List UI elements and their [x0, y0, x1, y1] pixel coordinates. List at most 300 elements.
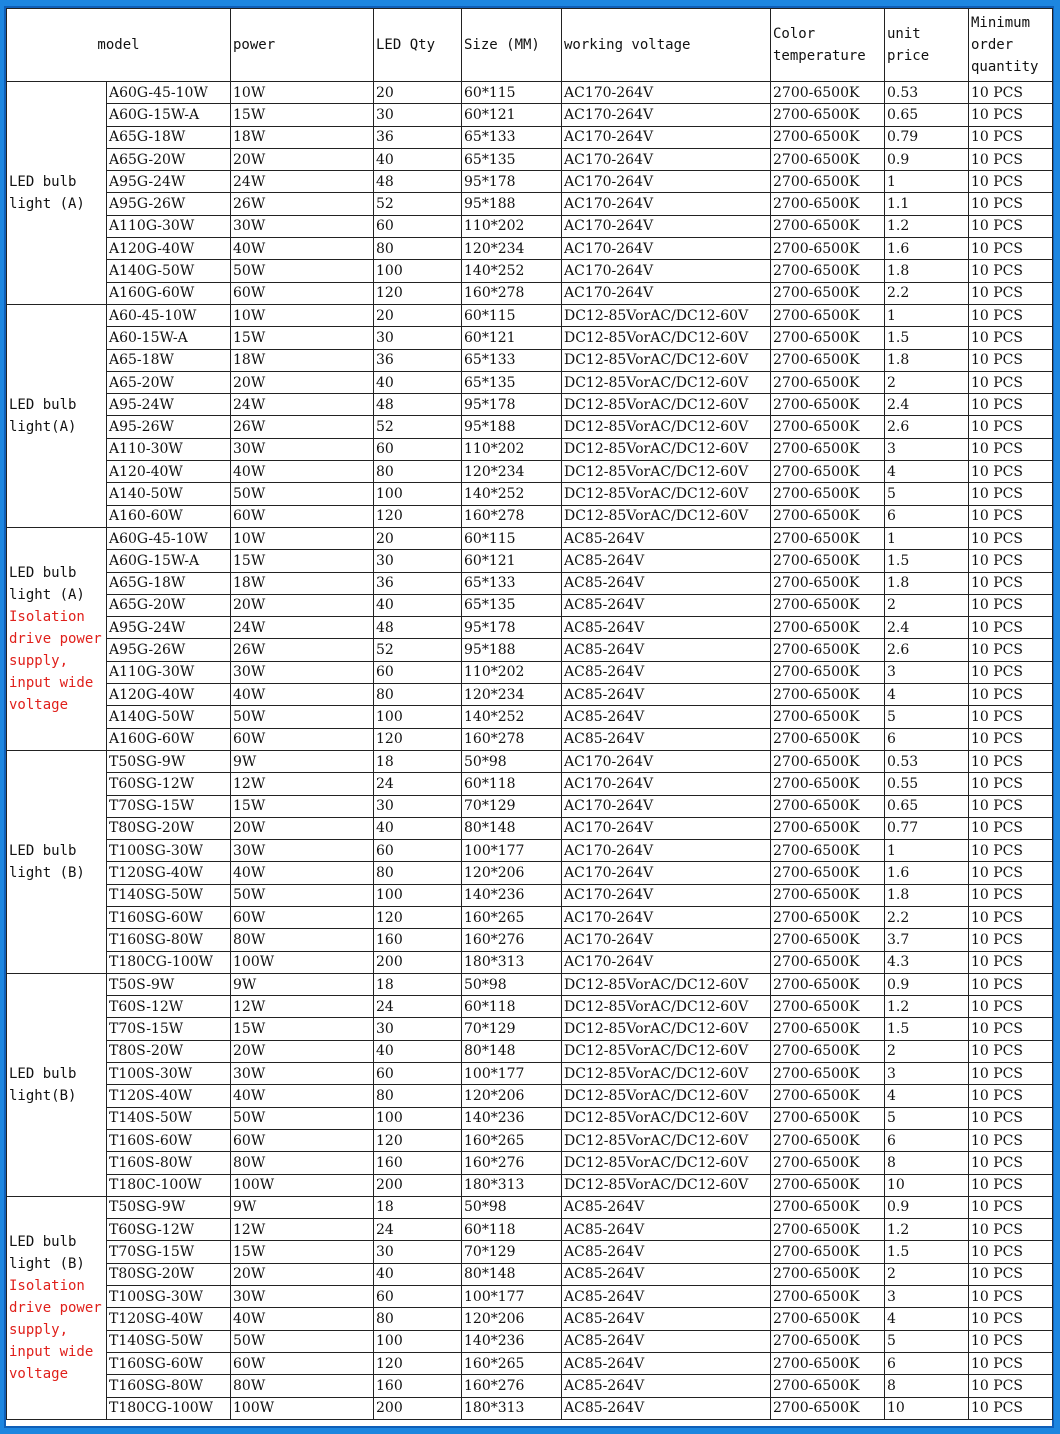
unit-price-cell: 1.5 — [885, 1018, 969, 1040]
size-cell: 60*118 — [462, 1219, 562, 1241]
moq-cell: 10 PCS — [969, 906, 1053, 928]
led-qty-cell: 120 — [374, 728, 462, 750]
moq-cell: 10 PCS — [969, 505, 1053, 527]
color-temperature-cell: 2700-6500K — [771, 929, 885, 951]
unit-price-cell: 8 — [885, 1375, 969, 1397]
model-cell: A95-24W — [107, 394, 231, 416]
color-temperature-cell: 2700-6500K — [771, 1152, 885, 1174]
model-cell: A60G-15W-A — [107, 550, 231, 572]
color-temperature-cell: 2700-6500K — [771, 349, 885, 371]
group-label — [7, 750, 107, 973]
model-cell: T180C-100W — [107, 1174, 231, 1196]
size-cell: 60*115 — [462, 82, 562, 104]
model-cell: T80SG-20W — [107, 817, 231, 839]
moq-cell: 10 PCS — [969, 171, 1053, 193]
unit-price-cell: 1.8 — [885, 884, 969, 906]
led-qty-cell: 80 — [374, 461, 462, 483]
header-model: model — [7, 9, 231, 82]
voltage-cell: DC12-85VorAC/DC12-60V — [562, 1129, 771, 1151]
voltage-cell: DC12-85VorAC/DC12-60V — [562, 1085, 771, 1107]
voltage-cell: DC12-85VorAC/DC12-60V — [562, 483, 771, 505]
model-cell: T160S-80W — [107, 1152, 231, 1174]
table-row — [7, 171, 1053, 193]
size-cell: 100*177 — [462, 840, 562, 862]
color-temperature-cell: 2700-6500K — [771, 862, 885, 884]
table-row — [7, 728, 1053, 750]
voltage-cell: AC85-264V — [562, 661, 771, 683]
voltage-cell: AC85-264V — [562, 1241, 771, 1263]
unit-price-cell: 1.2 — [885, 996, 969, 1018]
power-cell: 30W — [231, 438, 374, 460]
led-qty-cell: 80 — [374, 1308, 462, 1330]
color-temperature-cell: 2700-6500K — [771, 282, 885, 304]
moq-cell: 10 PCS — [969, 461, 1053, 483]
power-cell: 100W — [231, 1174, 374, 1196]
size-cell: 110*202 — [462, 661, 562, 683]
power-cell: 18W — [231, 349, 374, 371]
power-cell: 60W — [231, 505, 374, 527]
color-temperature-cell: 2700-6500K — [771, 1129, 885, 1151]
power-cell: 80W — [231, 1375, 374, 1397]
unit-price-cell: 0.9 — [885, 973, 969, 995]
size-cell: 160*265 — [462, 1129, 562, 1151]
power-cell: 40W — [231, 1085, 374, 1107]
voltage-cell: DC12-85VorAC/DC12-60V — [562, 1063, 771, 1085]
voltage-cell: DC12-85VorAC/DC12-60V — [562, 438, 771, 460]
unit-price-cell: 1.5 — [885, 1241, 969, 1263]
voltage-cell: AC85-264V — [562, 550, 771, 572]
size-cell: 50*98 — [462, 750, 562, 772]
led-qty-cell: 60 — [374, 438, 462, 460]
led-qty-cell: 40 — [374, 817, 462, 839]
table-row — [7, 594, 1053, 616]
table-row — [7, 104, 1053, 126]
color-temperature-cell: 2700-6500K — [771, 82, 885, 104]
group-label — [7, 973, 107, 1196]
voltage-cell: DC12-85VorAC/DC12-60V — [562, 505, 771, 527]
color-temperature-cell: 2700-6500K — [771, 1040, 885, 1062]
led-qty-cell: 200 — [374, 1397, 462, 1419]
size-cell: 120*206 — [462, 862, 562, 884]
color-temperature-cell: 2700-6500K — [771, 260, 885, 282]
table-row — [7, 996, 1053, 1018]
moq-cell: 10 PCS — [969, 104, 1053, 126]
size-cell: 160*265 — [462, 1352, 562, 1374]
size-cell: 180*313 — [462, 1174, 562, 1196]
moq-cell: 10 PCS — [969, 527, 1053, 549]
unit-price-cell: 4 — [885, 684, 969, 706]
voltage-cell: DC12-85VorAC/DC12-60V — [562, 416, 771, 438]
size-cell: 60*118 — [462, 996, 562, 1018]
table-row — [7, 884, 1053, 906]
table-row — [7, 817, 1053, 839]
model-cell: A60G-45-10W — [107, 527, 231, 549]
size-cell: 140*252 — [462, 706, 562, 728]
moq-cell: 10 PCS — [969, 594, 1053, 616]
header-color-temperature: Color temperature — [771, 9, 885, 82]
unit-price-cell: 1.2 — [885, 1219, 969, 1241]
moq-cell: 10 PCS — [969, 1107, 1053, 1129]
led-qty-cell: 30 — [374, 327, 462, 349]
table-row — [7, 929, 1053, 951]
voltage-cell: DC12-85VorAC/DC12-60V — [562, 327, 771, 349]
size-cell: 100*177 — [462, 1286, 562, 1308]
unit-price-cell: 3 — [885, 438, 969, 460]
unit-price-cell: 2 — [885, 371, 969, 393]
table-row — [7, 840, 1053, 862]
model-cell: T120SG-40W — [107, 1308, 231, 1330]
moq-cell: 10 PCS — [969, 394, 1053, 416]
unit-price-cell: 1.8 — [885, 572, 969, 594]
size-cell: 50*98 — [462, 1196, 562, 1218]
model-cell: T70SG-15W — [107, 1241, 231, 1263]
model-cell: A60G-45-10W — [107, 82, 231, 104]
unit-price-cell: 2.6 — [885, 639, 969, 661]
unit-price-cell: 2 — [885, 1040, 969, 1062]
model-cell: A60-15W-A — [107, 327, 231, 349]
table-row — [7, 951, 1053, 973]
model-cell: T50S-9W — [107, 973, 231, 995]
size-cell: 95*188 — [462, 193, 562, 215]
moq-cell: 10 PCS — [969, 215, 1053, 237]
unit-price-cell: 6 — [885, 505, 969, 527]
voltage-cell: AC85-264V — [562, 1375, 771, 1397]
model-cell: T100SG-30W — [107, 1286, 231, 1308]
unit-price-cell: 2 — [885, 594, 969, 616]
model-cell: T60SG-12W — [107, 773, 231, 795]
unit-price-cell: 1.6 — [885, 862, 969, 884]
led-qty-cell: 18 — [374, 750, 462, 772]
table-body — [7, 82, 1053, 1420]
voltage-cell: DC12-85VorAC/DC12-60V — [562, 1018, 771, 1040]
voltage-cell: AC85-264V — [562, 1286, 771, 1308]
model-cell: T50SG-9W — [107, 1196, 231, 1218]
color-temperature-cell: 2700-6500K — [771, 728, 885, 750]
moq-cell: 10 PCS — [969, 1330, 1053, 1352]
color-temperature-cell: 2700-6500K — [771, 1174, 885, 1196]
moq-cell: 10 PCS — [969, 1308, 1053, 1330]
size-cell: 50*98 — [462, 973, 562, 995]
unit-price-cell: 8 — [885, 1152, 969, 1174]
model-cell: A110G-30W — [107, 215, 231, 237]
power-cell: 50W — [231, 483, 374, 505]
led-qty-cell: 160 — [374, 1152, 462, 1174]
moq-cell: 10 PCS — [969, 1286, 1053, 1308]
power-cell: 10W — [231, 527, 374, 549]
size-cell: 60*115 — [462, 304, 562, 326]
size-cell: 140*236 — [462, 1107, 562, 1129]
color-temperature-cell: 2700-6500K — [771, 1375, 885, 1397]
unit-price-cell: 1 — [885, 171, 969, 193]
table-row — [7, 349, 1053, 371]
unit-price-cell: 1.8 — [885, 349, 969, 371]
moq-cell: 10 PCS — [969, 483, 1053, 505]
table-row — [7, 304, 1053, 326]
unit-price-cell: 0.9 — [885, 148, 969, 170]
model-cell: T160SG-60W — [107, 906, 231, 928]
power-cell: 50W — [231, 1107, 374, 1129]
table-row — [7, 1219, 1053, 1241]
unit-price-cell: 0.65 — [885, 104, 969, 126]
power-cell: 26W — [231, 193, 374, 215]
unit-price-cell: 5 — [885, 706, 969, 728]
color-temperature-cell: 2700-6500K — [771, 1352, 885, 1374]
size-cell: 60*121 — [462, 104, 562, 126]
led-qty-cell: 30 — [374, 795, 462, 817]
moq-cell: 10 PCS — [969, 349, 1053, 371]
moq-cell: 10 PCS — [969, 1040, 1053, 1062]
table-row — [7, 1375, 1053, 1397]
model-cell: A65G-18W — [107, 126, 231, 148]
color-temperature-cell: 2700-6500K — [771, 817, 885, 839]
unit-price-cell: 1.5 — [885, 327, 969, 349]
group-label — [7, 1196, 107, 1419]
power-cell: 100W — [231, 1397, 374, 1419]
moq-cell: 10 PCS — [969, 1352, 1053, 1374]
size-cell: 70*129 — [462, 1018, 562, 1040]
power-cell: 10W — [231, 304, 374, 326]
voltage-cell: AC85-264V — [562, 1397, 771, 1419]
moq-cell: 10 PCS — [969, 862, 1053, 884]
table-row — [7, 795, 1053, 817]
color-temperature-cell: 2700-6500K — [771, 438, 885, 460]
moq-cell: 10 PCS — [969, 1263, 1053, 1285]
unit-price-cell: 2.4 — [885, 617, 969, 639]
price-table — [6, 8, 1053, 1420]
table-row — [7, 1063, 1053, 1085]
moq-cell: 10 PCS — [969, 1152, 1053, 1174]
voltage-cell: DC12-85VorAC/DC12-60V — [562, 461, 771, 483]
voltage-cell: DC12-85VorAC/DC12-60V — [562, 371, 771, 393]
color-temperature-cell: 2700-6500K — [771, 1219, 885, 1241]
size-cell: 95*178 — [462, 617, 562, 639]
table-row — [7, 1018, 1053, 1040]
voltage-cell: AC170-264V — [562, 238, 771, 260]
size-cell: 180*313 — [462, 951, 562, 973]
led-qty-cell: 80 — [374, 684, 462, 706]
moq-cell: 10 PCS — [969, 750, 1053, 772]
color-temperature-cell: 2700-6500K — [771, 996, 885, 1018]
unit-price-cell: 3 — [885, 1286, 969, 1308]
moq-cell: 10 PCS — [969, 684, 1053, 706]
power-cell: 100W — [231, 951, 374, 973]
model-cell: T70SG-15W — [107, 795, 231, 817]
table-row — [7, 282, 1053, 304]
table-row — [7, 1040, 1053, 1062]
voltage-cell: AC85-264V — [562, 572, 771, 594]
moq-cell: 10 PCS — [969, 1196, 1053, 1218]
color-temperature-cell: 2700-6500K — [771, 327, 885, 349]
moq-cell: 10 PCS — [969, 773, 1053, 795]
power-cell: 60W — [231, 906, 374, 928]
led-qty-cell: 100 — [374, 1330, 462, 1352]
moq-cell: 10 PCS — [969, 1129, 1053, 1151]
unit-price-cell: 6 — [885, 1352, 969, 1374]
size-cell: 140*252 — [462, 483, 562, 505]
model-cell: T60S-12W — [107, 996, 231, 1018]
color-temperature-cell: 2700-6500K — [771, 795, 885, 817]
unit-price-cell: 2.4 — [885, 394, 969, 416]
unit-price-cell: 1.6 — [885, 238, 969, 260]
unit-price-cell: 0.53 — [885, 82, 969, 104]
group-name: LED bulb light(A) — [9, 396, 77, 435]
table-row — [7, 1286, 1053, 1308]
moq-cell: 10 PCS — [969, 550, 1053, 572]
led-qty-cell: 36 — [374, 126, 462, 148]
model-cell: A120-40W — [107, 461, 231, 483]
power-cell: 9W — [231, 1196, 374, 1218]
moq-cell: 10 PCS — [969, 282, 1053, 304]
model-cell: A140G-50W — [107, 260, 231, 282]
table-row — [7, 1174, 1053, 1196]
size-cell: 120*234 — [462, 461, 562, 483]
table-row — [7, 773, 1053, 795]
color-temperature-cell: 2700-6500K — [771, 171, 885, 193]
power-cell: 18W — [231, 572, 374, 594]
unit-price-cell: 5 — [885, 483, 969, 505]
voltage-cell: AC170-264V — [562, 104, 771, 126]
moq-cell: 10 PCS — [969, 304, 1053, 326]
power-cell: 24W — [231, 171, 374, 193]
voltage-cell: DC12-85VorAC/DC12-60V — [562, 996, 771, 1018]
group-label — [7, 527, 107, 750]
power-cell: 20W — [231, 1040, 374, 1062]
model-cell: T140SG-50W — [107, 1330, 231, 1352]
voltage-cell: AC170-264V — [562, 817, 771, 839]
table-row — [7, 483, 1053, 505]
power-cell: 12W — [231, 1219, 374, 1241]
color-temperature-cell: 2700-6500K — [771, 840, 885, 862]
moq-cell: 10 PCS — [969, 1241, 1053, 1263]
model-cell: T160SG-60W — [107, 1352, 231, 1374]
unit-price-cell: 2.6 — [885, 416, 969, 438]
power-cell: 20W — [231, 371, 374, 393]
size-cell: 65*133 — [462, 349, 562, 371]
power-cell: 20W — [231, 1263, 374, 1285]
table-row — [7, 661, 1053, 683]
size-cell: 160*265 — [462, 906, 562, 928]
power-cell: 20W — [231, 817, 374, 839]
led-qty-cell: 24 — [374, 1219, 462, 1241]
table-row — [7, 1129, 1053, 1151]
voltage-cell: AC170-264V — [562, 862, 771, 884]
color-temperature-cell: 2700-6500K — [771, 572, 885, 594]
unit-price-cell: 4.3 — [885, 951, 969, 973]
power-cell: 60W — [231, 282, 374, 304]
table-row — [7, 260, 1053, 282]
led-qty-cell: 100 — [374, 1107, 462, 1129]
color-temperature-cell: 2700-6500K — [771, 193, 885, 215]
table-row — [7, 416, 1053, 438]
model-cell: T80S-20W — [107, 1040, 231, 1062]
color-temperature-cell: 2700-6500K — [771, 661, 885, 683]
led-qty-cell: 30 — [374, 1241, 462, 1263]
model-cell: A140G-50W — [107, 706, 231, 728]
table-row — [7, 1196, 1053, 1218]
size-cell: 140*236 — [462, 1330, 562, 1352]
size-cell: 160*276 — [462, 929, 562, 951]
voltage-cell: AC85-264V — [562, 1352, 771, 1374]
unit-price-cell: 2 — [885, 1263, 969, 1285]
led-qty-cell: 100 — [374, 260, 462, 282]
color-temperature-cell: 2700-6500K — [771, 1107, 885, 1129]
table-row — [7, 193, 1053, 215]
led-qty-cell: 200 — [374, 951, 462, 973]
model-cell: T120S-40W — [107, 1085, 231, 1107]
table-row — [7, 617, 1053, 639]
model-cell: A120G-40W — [107, 684, 231, 706]
moq-cell: 10 PCS — [969, 371, 1053, 393]
table-row — [7, 1352, 1053, 1374]
power-cell: 40W — [231, 238, 374, 260]
led-qty-cell: 48 — [374, 394, 462, 416]
color-temperature-cell: 2700-6500K — [771, 505, 885, 527]
table-row — [7, 327, 1053, 349]
model-cell: T80SG-20W — [107, 1263, 231, 1285]
led-qty-cell: 20 — [374, 304, 462, 326]
group-note: Isolation drive power supply, input wide voltage — [9, 608, 102, 713]
led-qty-cell: 120 — [374, 906, 462, 928]
led-qty-cell: 80 — [374, 1085, 462, 1107]
moq-cell: 10 PCS — [969, 706, 1053, 728]
header-voltage: working voltage — [562, 9, 771, 82]
voltage-cell: AC170-264V — [562, 260, 771, 282]
power-cell: 9W — [231, 750, 374, 772]
model-cell: T50SG-9W — [107, 750, 231, 772]
unit-price-cell: 4 — [885, 1308, 969, 1330]
model-cell: T120SG-40W — [107, 862, 231, 884]
color-temperature-cell: 2700-6500K — [771, 639, 885, 661]
unit-price-cell: 1.5 — [885, 550, 969, 572]
unit-price-cell: 1.1 — [885, 193, 969, 215]
size-cell: 160*276 — [462, 1152, 562, 1174]
color-temperature-cell: 2700-6500K — [771, 1263, 885, 1285]
model-cell: A120G-40W — [107, 238, 231, 260]
voltage-cell: AC85-264V — [562, 1196, 771, 1218]
power-cell: 30W — [231, 215, 374, 237]
color-temperature-cell: 2700-6500K — [771, 1085, 885, 1107]
voltage-cell: AC170-264V — [562, 126, 771, 148]
led-qty-cell: 52 — [374, 639, 462, 661]
size-cell: 120*234 — [462, 238, 562, 260]
led-qty-cell: 40 — [374, 371, 462, 393]
model-cell: A65-18W — [107, 349, 231, 371]
unit-price-cell: 0.55 — [885, 773, 969, 795]
table-row — [7, 126, 1053, 148]
table-row — [7, 550, 1053, 572]
power-cell: 15W — [231, 1018, 374, 1040]
color-temperature-cell: 2700-6500K — [771, 104, 885, 126]
color-temperature-cell: 2700-6500K — [771, 527, 885, 549]
model-cell: A95G-24W — [107, 171, 231, 193]
voltage-cell: AC170-264V — [562, 884, 771, 906]
led-qty-cell: 20 — [374, 82, 462, 104]
model-cell: T180CG-100W — [107, 951, 231, 973]
model-cell: T60SG-12W — [107, 1219, 231, 1241]
power-cell: 80W — [231, 1152, 374, 1174]
led-qty-cell: 40 — [374, 148, 462, 170]
color-temperature-cell: 2700-6500K — [771, 773, 885, 795]
power-cell: 80W — [231, 929, 374, 951]
moq-cell: 10 PCS — [969, 817, 1053, 839]
model-cell: A95G-26W — [107, 193, 231, 215]
led-qty-cell: 60 — [374, 840, 462, 862]
color-temperature-cell: 2700-6500K — [771, 1330, 885, 1352]
unit-price-cell: 1 — [885, 304, 969, 326]
model-cell: A60G-15W-A — [107, 104, 231, 126]
power-cell: 24W — [231, 617, 374, 639]
table-row — [7, 238, 1053, 260]
